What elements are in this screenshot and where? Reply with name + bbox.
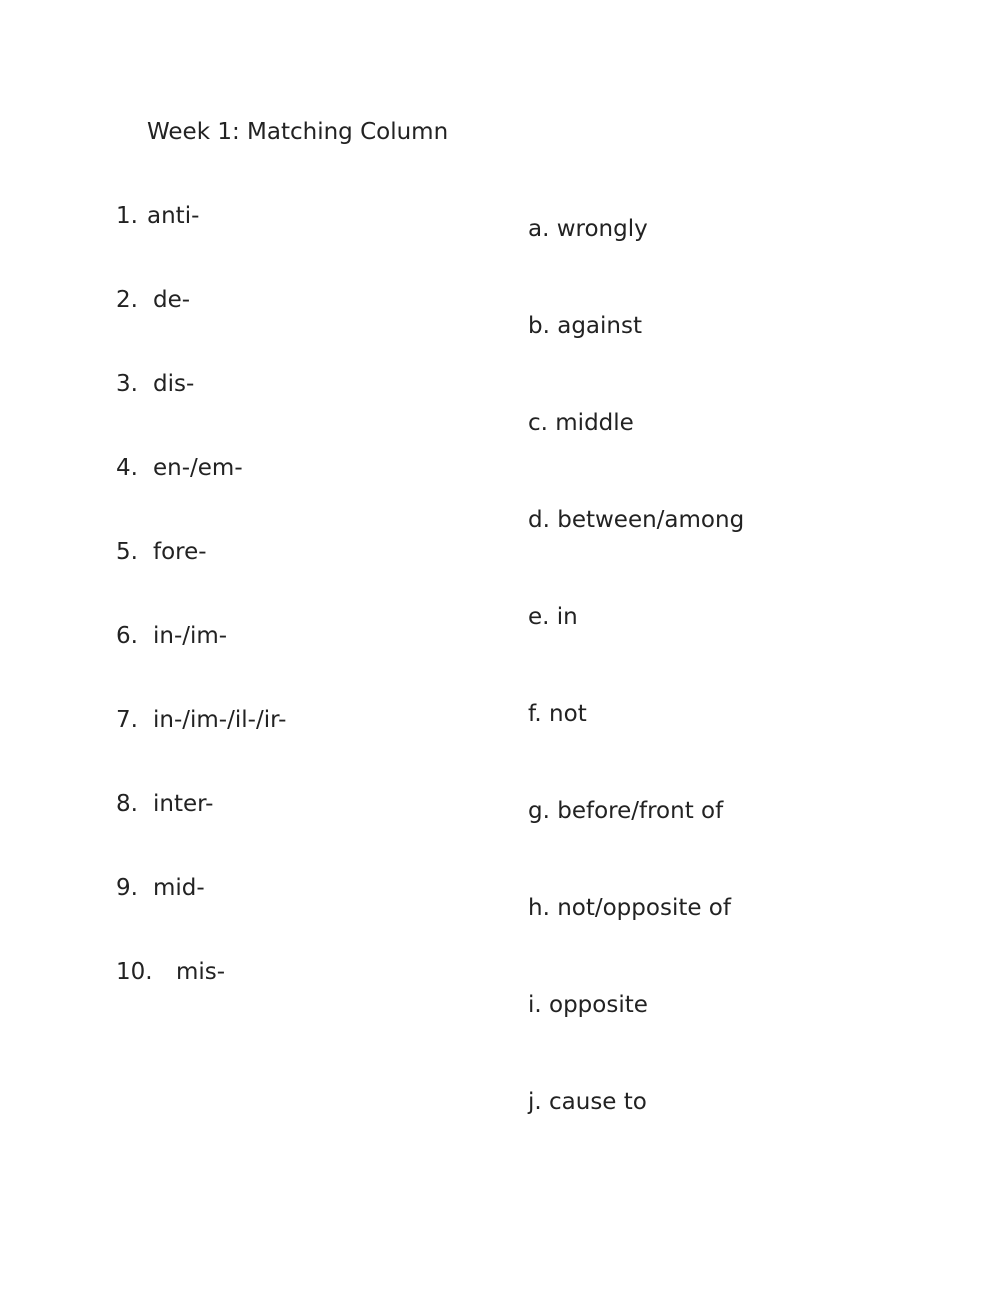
- meaning-item: g. before/front of: [528, 798, 724, 824]
- item-number: 9.: [116, 875, 138, 901]
- page-title: Week 1: Matching Column: [147, 119, 449, 145]
- meaning-item: a. wrongly: [528, 216, 648, 242]
- item-number: 5.: [116, 539, 138, 565]
- prefix-term: anti-: [147, 203, 200, 229]
- item-number: 10.: [116, 959, 153, 985]
- item-number: 4.: [116, 455, 138, 481]
- prefix-term: in-/im-: [153, 623, 228, 649]
- prefix-term: inter-: [153, 791, 214, 817]
- meaning-item: j. cause to: [528, 1089, 647, 1115]
- item-number: 7.: [116, 707, 138, 733]
- prefix-term: in-/im-/il-/ir-: [153, 707, 287, 733]
- item-number: 6.: [116, 623, 138, 649]
- prefix-term: dis-: [153, 371, 195, 397]
- item-number: 2.: [116, 287, 138, 313]
- meaning-item: d. between/among: [528, 507, 745, 533]
- meaning-item: f. not: [528, 701, 587, 727]
- prefix-term: en-/em-: [153, 455, 243, 481]
- item-number: 1.: [116, 203, 138, 229]
- item-number: 8.: [116, 791, 138, 817]
- meaning-item: i. opposite: [528, 992, 648, 1018]
- meaning-item: c. middle: [528, 410, 634, 436]
- meaning-item: e. in: [528, 604, 578, 630]
- item-number: 3.: [116, 371, 138, 397]
- meaning-item: h. not/opposite of: [528, 895, 731, 921]
- prefix-term: mid-: [153, 875, 205, 901]
- prefix-term: de-: [153, 287, 191, 313]
- meaning-item: b. against: [528, 313, 642, 339]
- prefix-term: mis-: [176, 959, 226, 985]
- prefix-term: fore-: [153, 539, 207, 565]
